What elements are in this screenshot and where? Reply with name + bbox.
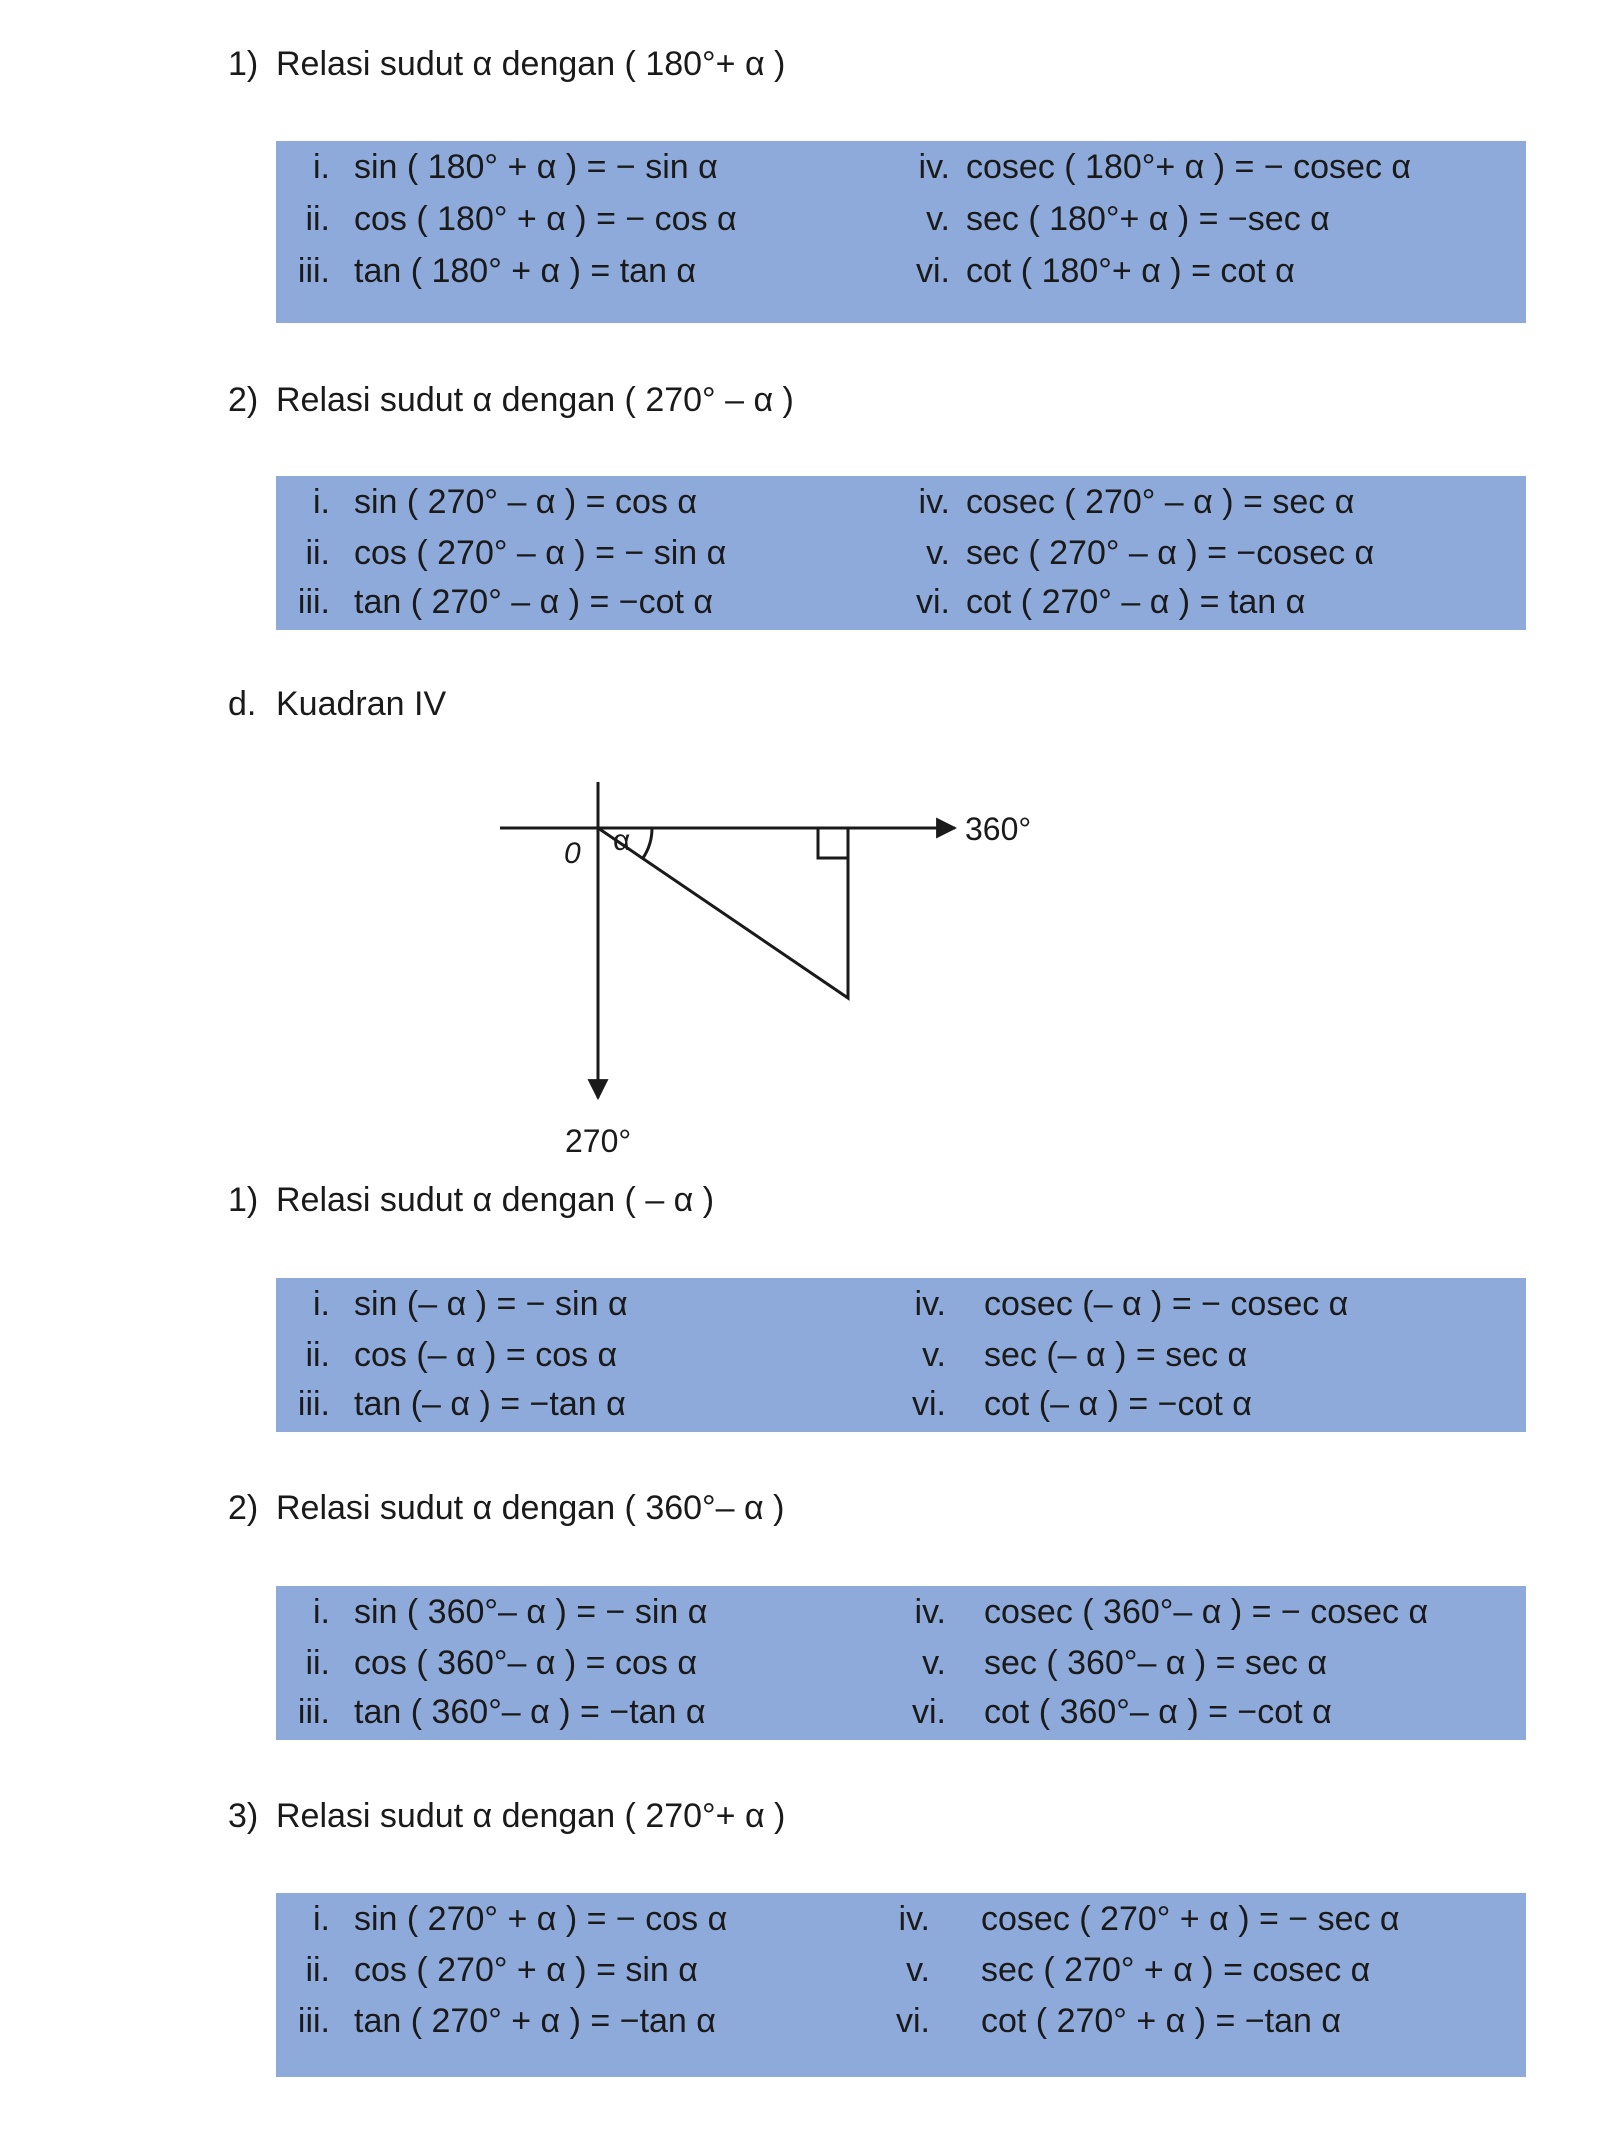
formula-left: cos (– α ) = cos α bbox=[354, 1336, 618, 1374]
row-number-left: iii. bbox=[297, 252, 330, 290]
row-number-right: iv. bbox=[914, 1285, 946, 1323]
formula-row bbox=[276, 1690, 1526, 1734]
row-number-right: iv. bbox=[918, 483, 950, 521]
formula-left: tan ( 270° – α ) = −cot α bbox=[354, 583, 714, 621]
formula-right: cosec ( 270° + α ) = − sec α bbox=[981, 1900, 1400, 1938]
formula-left: cos ( 180° + α ) = − cos α bbox=[354, 200, 737, 238]
formula-row bbox=[276, 1948, 1526, 1992]
row-number-right: vi. bbox=[896, 2002, 930, 2040]
row-number-right: vi. bbox=[916, 252, 950, 290]
row-number-left: ii. bbox=[305, 1644, 330, 1682]
formula-box bbox=[276, 141, 1526, 323]
section-number: 1) bbox=[228, 1181, 259, 1219]
formula-right: cot ( 270° – α ) = tan α bbox=[966, 583, 1306, 621]
section-number: 2) bbox=[228, 381, 259, 419]
row-number-left: ii. bbox=[305, 534, 330, 572]
formula-left: sin ( 270° – α ) = cos α bbox=[354, 483, 697, 521]
formula-left: cos ( 360°– α ) = cos α bbox=[354, 1644, 697, 1682]
formula-left: tan (– α ) = −tan α bbox=[354, 1385, 626, 1423]
angle-label: α bbox=[613, 824, 631, 857]
row-number-left: ii. bbox=[305, 1336, 330, 1374]
row-number-right: vi. bbox=[912, 1385, 946, 1423]
subsection-letter: d. bbox=[228, 685, 257, 723]
formula-row bbox=[276, 1333, 1526, 1377]
row-number-right: v. bbox=[926, 200, 950, 238]
section-heading bbox=[228, 1796, 785, 1836]
subsection-title: Kuadran IV bbox=[276, 685, 447, 723]
row-number-left: iii. bbox=[297, 583, 330, 621]
section-title: Relasi sudut α dengan ( 270°+ α ) bbox=[276, 1797, 786, 1835]
row-number-left: ii. bbox=[305, 200, 330, 238]
formula-left: cos ( 270° – α ) = − sin α bbox=[354, 534, 727, 572]
formula-row bbox=[276, 145, 1526, 189]
quadrant-diagram bbox=[480, 760, 1080, 1180]
row-number-right: v. bbox=[926, 534, 950, 572]
subsection-heading bbox=[228, 684, 446, 724]
section-title: Relasi sudut α dengan ( – α ) bbox=[276, 1181, 715, 1219]
section-heading bbox=[228, 1180, 714, 1220]
formula-right: sec ( 180°+ α ) = −sec α bbox=[966, 200, 1330, 238]
row-number-right: iv. bbox=[898, 1900, 930, 1938]
right-angle-marker bbox=[818, 828, 848, 858]
x-axis-label: 360° bbox=[965, 811, 1032, 847]
formula-right: cot ( 270° + α ) = −tan α bbox=[981, 2002, 1342, 2040]
row-number-right: iv. bbox=[914, 1593, 946, 1631]
section-title: Relasi sudut α dengan ( 180°+ α ) bbox=[276, 45, 786, 83]
row-number-left: i. bbox=[313, 1593, 330, 1631]
section-number: 3) bbox=[228, 1797, 259, 1835]
y-axis-label: 270° bbox=[565, 1123, 632, 1159]
row-number-left: iii. bbox=[297, 1693, 330, 1731]
row-number-left: ii. bbox=[305, 1951, 330, 1989]
formula-left: sin ( 270° + α ) = − cos α bbox=[354, 1900, 728, 1938]
formula-box bbox=[276, 1278, 1526, 1432]
row-number-left: i. bbox=[313, 483, 330, 521]
formula-box bbox=[276, 1586, 1526, 1740]
formula-row bbox=[276, 580, 1526, 624]
formula-right: sec ( 360°– α ) = sec α bbox=[984, 1644, 1327, 1682]
row-number-right: v. bbox=[922, 1644, 946, 1682]
row-number-left: i. bbox=[313, 1900, 330, 1938]
formula-row bbox=[276, 480, 1526, 524]
row-number-right: iv. bbox=[918, 148, 950, 186]
row-number-left: iii. bbox=[297, 1385, 330, 1423]
formula-right: cosec ( 360°– α ) = − cosec α bbox=[984, 1593, 1429, 1631]
formula-left: tan ( 270° + α ) = −tan α bbox=[354, 2002, 716, 2040]
angle-arc bbox=[643, 828, 652, 858]
formula-row bbox=[276, 1282, 1526, 1326]
formula-box bbox=[276, 1893, 1526, 2077]
formula-row bbox=[276, 1897, 1526, 1941]
row-number-left: i. bbox=[313, 148, 330, 186]
formula-right: cot ( 180°+ α ) = cot α bbox=[966, 252, 1295, 290]
formula-row bbox=[276, 1382, 1526, 1426]
formula-left: tan ( 360°– α ) = −tan α bbox=[354, 1693, 706, 1731]
formula-right: cosec ( 270° – α ) = sec α bbox=[966, 483, 1355, 521]
formula-right: cot ( 360°– α ) = −cot α bbox=[984, 1693, 1332, 1731]
reference-triangle bbox=[598, 828, 848, 998]
section-title: Relasi sudut α dengan ( 360°– α ) bbox=[276, 1489, 785, 1527]
formula-right: sec ( 270° – α ) = −cosec α bbox=[966, 534, 1375, 572]
formula-left: cos ( 270° + α ) = sin α bbox=[354, 1951, 698, 1989]
row-number-left: iii. bbox=[297, 2002, 330, 2040]
section-number: 1) bbox=[228, 45, 259, 83]
section-heading bbox=[228, 380, 794, 420]
section-heading bbox=[228, 44, 785, 84]
formula-row bbox=[276, 197, 1526, 241]
section-title: Relasi sudut α dengan ( 270° – α ) bbox=[276, 381, 794, 419]
row-number-left: i. bbox=[313, 1285, 330, 1323]
formula-right: cosec ( 180°+ α ) = − cosec α bbox=[966, 148, 1412, 186]
row-number-right: v. bbox=[922, 1336, 946, 1374]
section-heading bbox=[228, 1488, 784, 1528]
formula-right: cot (– α ) = −cot α bbox=[984, 1385, 1252, 1423]
formula-box bbox=[276, 476, 1526, 630]
row-number-right: vi. bbox=[912, 1693, 946, 1731]
formula-right: sec (– α ) = sec α bbox=[984, 1336, 1248, 1374]
formula-left: sin ( 180° + α ) = − sin α bbox=[354, 148, 718, 186]
formula-left: sin ( 360°– α ) = − sin α bbox=[354, 1593, 708, 1631]
row-number-right: vi. bbox=[916, 583, 950, 621]
formula-left: tan ( 180° + α ) = tan α bbox=[354, 252, 697, 290]
formula-row bbox=[276, 249, 1526, 293]
section-number: 2) bbox=[228, 1489, 259, 1527]
formula-row bbox=[276, 1999, 1526, 2043]
formula-left: sin (– α ) = − sin α bbox=[354, 1285, 628, 1323]
formula-row bbox=[276, 1641, 1526, 1685]
formula-right: cosec (– α ) = − cosec α bbox=[984, 1285, 1349, 1323]
formula-row bbox=[276, 531, 1526, 575]
origin-label: 0 bbox=[564, 837, 581, 870]
formula-right: sec ( 270° + α ) = cosec α bbox=[981, 1951, 1371, 1989]
row-number-right: v. bbox=[906, 1951, 930, 1989]
formula-row bbox=[276, 1590, 1526, 1634]
